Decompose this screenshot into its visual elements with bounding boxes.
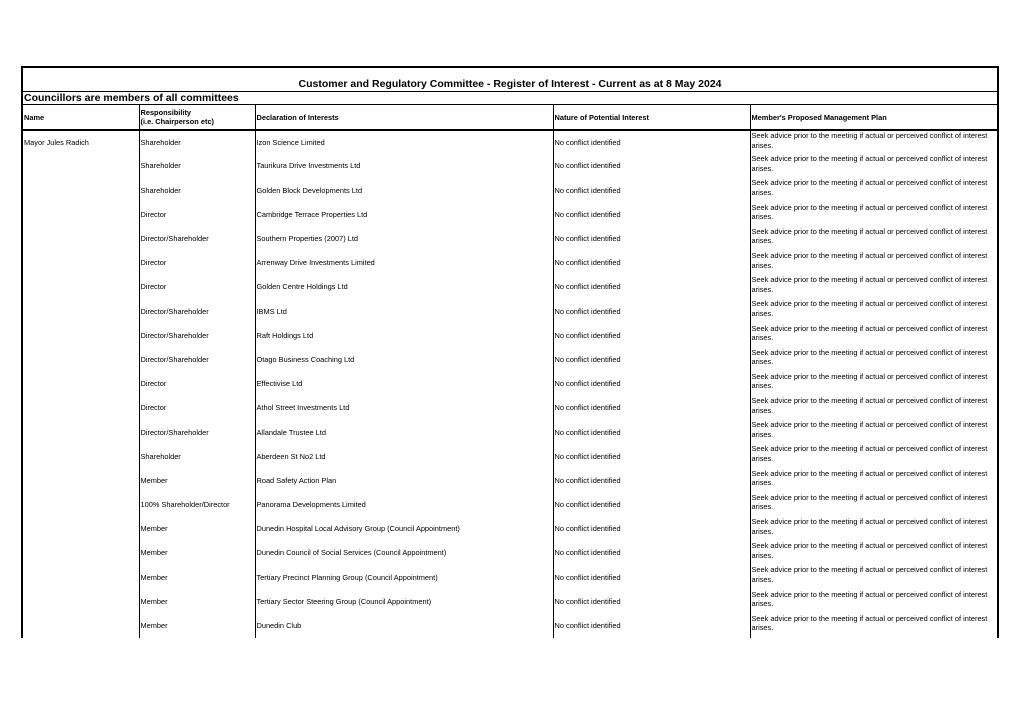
cell-declaration: Golden Centre Holdings Ltd [255, 275, 553, 299]
cell-name [23, 324, 139, 348]
cell-declaration: Southern Properties (2007) Ltd [255, 227, 553, 251]
cell-declaration: Arrenway Drive Investments Limited [255, 251, 553, 275]
cell-management-plan: Seek advice prior to the meeting if actual or perceived conflict of interest arises. [750, 565, 997, 589]
cell-name: Mayor Jules Radich [24, 137, 89, 147]
table-row [23, 251, 997, 275]
cell-nature: No conflict identified [553, 324, 750, 348]
cell-name [23, 251, 139, 275]
cell-management-plan: Seek advice prior to the meeting if actual or perceived conflict of interest arises. [750, 130, 997, 154]
header-row [23, 105, 997, 130]
cell-responsibility: Director [139, 275, 255, 299]
register-sheet [21, 66, 999, 638]
table-row [23, 469, 997, 493]
cell-name [23, 299, 139, 323]
table-row [23, 154, 997, 178]
cell-responsibility: Shareholder [139, 154, 255, 178]
table-row [23, 396, 997, 420]
cell-responsibility: Director/Shareholder [139, 324, 255, 348]
cell-management-plan: Seek advice prior to the meeting if actual or perceived conflict of interest arises. [750, 517, 997, 541]
cell-name [23, 348, 139, 372]
cell-declaration: Izon Science Limited [255, 130, 553, 154]
cell-name [23, 493, 139, 517]
cell-declaration: Aberdeen St No2 Ltd [255, 444, 553, 468]
cell-responsibility: Member [139, 590, 255, 614]
cell-nature: No conflict identified [553, 251, 750, 275]
cell-management-plan: Seek advice prior to the meeting if actual or perceived conflict of interest arises. [750, 203, 997, 227]
cell-name [23, 372, 139, 396]
header-responsibility-line2: (i.e. Chairperson etc) [140, 117, 215, 126]
document-subtitle: Councillors are members of all committees [23, 92, 997, 105]
cell-nature: No conflict identified [553, 372, 750, 396]
cell-name [23, 565, 139, 589]
cell-declaration: Athol Street Investments Ltd [255, 396, 553, 420]
table-row [23, 178, 997, 202]
cell-declaration: Cambridge Terrace Properties Ltd [255, 203, 553, 227]
cell-declaration: Raft Holdings Ltd [255, 324, 553, 348]
table-row [23, 444, 997, 468]
table-row [23, 590, 997, 614]
cell-management-plan: Seek advice prior to the meeting if actual or perceived conflict of interest arises. [750, 324, 997, 348]
cell-name [23, 444, 139, 468]
cell-nature: No conflict identified [553, 493, 750, 517]
cell-responsibility: Member [139, 469, 255, 493]
cell-responsibility: Director/Shareholder [139, 420, 255, 444]
cell-management-plan: Seek advice prior to the meeting if actual or perceived conflict of interest arises. [750, 541, 997, 565]
cell-responsibility: Member [139, 565, 255, 589]
cell-name [23, 227, 139, 251]
cell-responsibility: Director [139, 396, 255, 420]
cell-nature: No conflict identified [553, 420, 750, 444]
cell-nature: No conflict identified [553, 396, 750, 420]
cell-responsibility: Director [139, 372, 255, 396]
table-row [23, 275, 997, 299]
cell-nature: No conflict identified [553, 348, 750, 372]
cell-name [23, 396, 139, 420]
header-plan: Member's Proposed Management Plan [750, 105, 997, 130]
cell-nature: No conflict identified [553, 130, 750, 154]
cell-declaration: Road Safety Action Plan [255, 469, 553, 493]
cell-name [23, 275, 139, 299]
cell-responsibility: Director/Shareholder [139, 348, 255, 372]
table-row [23, 493, 997, 517]
cell-declaration: IBMS Ltd [255, 299, 553, 323]
cell-management-plan: Seek advice prior to the meeting if actual or perceived conflict of interest arises. [750, 178, 997, 202]
table-row [23, 348, 997, 372]
cell-name [23, 420, 139, 444]
cell-nature: No conflict identified [553, 154, 750, 178]
cell-management-plan: Seek advice prior to the meeting if actual or perceived conflict of interest arises. [750, 372, 997, 396]
cell-name [23, 541, 139, 565]
cell-declaration: Taurikura Drive Investments Ltd [255, 154, 553, 178]
cell-nature: No conflict identified [553, 614, 750, 638]
cell-nature: No conflict identified [553, 469, 750, 493]
cell-management-plan: Seek advice prior to the meeting if actual or perceived conflict of interest arises. [750, 275, 997, 299]
table-row [23, 517, 997, 541]
table-row [23, 541, 997, 565]
cell-nature: No conflict identified [553, 203, 750, 227]
cell-responsibility: Shareholder [139, 130, 255, 154]
cell-management-plan: Seek advice prior to the meeting if actual or perceived conflict of interest arises. [750, 444, 997, 468]
cell-nature: No conflict identified [553, 275, 750, 299]
table-row [23, 130, 997, 154]
cell-nature: No conflict identified [553, 227, 750, 251]
header-responsibility [139, 105, 255, 130]
register-table [23, 105, 997, 638]
cell-nature: No conflict identified [553, 541, 750, 565]
cell-management-plan: Seek advice prior to the meeting if actual or perceived conflict of interest arises. [750, 154, 997, 178]
table-row [23, 299, 997, 323]
cell-responsibility: Member [139, 614, 255, 638]
cell-management-plan: Seek advice prior to the meeting if actual or perceived conflict of interest arises. [750, 420, 997, 444]
cell-responsibility: Shareholder [139, 444, 255, 468]
cell-nature: No conflict identified [553, 444, 750, 468]
cell-responsibility: 100% Shareholder/Director [139, 493, 255, 517]
table-row [23, 203, 997, 227]
document-title: Customer and Regulatory Committee - Register of Interest - Current as at 8 May 2024 [23, 68, 997, 92]
cell-declaration: Panorama Developments Limited [255, 493, 553, 517]
header-declaration: Declaration of Interests [255, 105, 553, 130]
cell-declaration: Effectivise Ltd [255, 372, 553, 396]
table-row [23, 565, 997, 589]
cell-nature: No conflict identified [553, 590, 750, 614]
cell-nature: No conflict identified [553, 565, 750, 589]
table-row [23, 324, 997, 348]
cell-declaration: Golden Block Developments Ltd [255, 178, 553, 202]
cell-name [23, 614, 139, 638]
cell-management-plan: Seek advice prior to the meeting if actual or perceived conflict of interest arises. [750, 590, 997, 614]
cell-management-plan: Seek advice prior to the meeting if actual or perceived conflict of interest arises. [750, 469, 997, 493]
table-row [23, 420, 997, 444]
cell-management-plan: Seek advice prior to the meeting if actual or perceived conflict of interest arises. [750, 493, 997, 517]
cell-responsibility: Shareholder [139, 178, 255, 202]
cell-nature: No conflict identified [553, 299, 750, 323]
cell-nature: No conflict identified [553, 178, 750, 202]
header-name: Name [23, 105, 139, 130]
cell-name [23, 517, 139, 541]
cell-responsibility: Director [139, 251, 255, 275]
cell-declaration: Tertiary Sector Steering Group (Council Appointment) [255, 590, 553, 614]
cell-declaration: Tertiary Precinct Planning Group (Council Appointment) [255, 565, 553, 589]
cell-responsibility: Member [139, 541, 255, 565]
cell-declaration: Allandale Trustee Ltd [255, 420, 553, 444]
header-responsibility-line1: Responsibility [140, 108, 192, 117]
table-row [23, 227, 997, 251]
cell-management-plan: Seek advice prior to the meeting if actual or perceived conflict of interest arises. [750, 614, 997, 638]
table-row [23, 614, 997, 638]
header-nature: Nature of Potential Interest [553, 105, 750, 130]
table-row [23, 372, 997, 396]
cell-responsibility: Director/Shareholder [139, 299, 255, 323]
cell-declaration: Otago Business Coaching Ltd [255, 348, 553, 372]
cell-management-plan: Seek advice prior to the meeting if actual or perceived conflict of interest arises. [750, 227, 997, 251]
cell-declaration: Dunedin Club [255, 614, 553, 638]
table-body [23, 130, 997, 638]
cell-nature: No conflict identified [553, 517, 750, 541]
cell-declaration: Dunedin Council of Social Services (Council Appointment) [255, 541, 553, 565]
cell-management-plan: Seek advice prior to the meeting if actual or perceived conflict of interest arises. [750, 396, 997, 420]
cell-name [23, 178, 139, 202]
cell-name [23, 469, 139, 493]
cell-name [23, 203, 139, 227]
cell-management-plan: Seek advice prior to the meeting if actual or perceived conflict of interest arises. [750, 299, 997, 323]
cell-responsibility: Director/Shareholder [139, 227, 255, 251]
cell-responsibility: Member [139, 517, 255, 541]
cell-management-plan: Seek advice prior to the meeting if actual or perceived conflict of interest arises. [750, 348, 997, 372]
cell-management-plan: Seek advice prior to the meeting if actual or perceived conflict of interest arises. [750, 251, 997, 275]
cell-name [23, 590, 139, 614]
cell-name [23, 154, 139, 178]
cell-declaration: Dunedin Hospital Local Advisory Group (Council Appointment) [255, 517, 553, 541]
cell-responsibility: Director [139, 203, 255, 227]
